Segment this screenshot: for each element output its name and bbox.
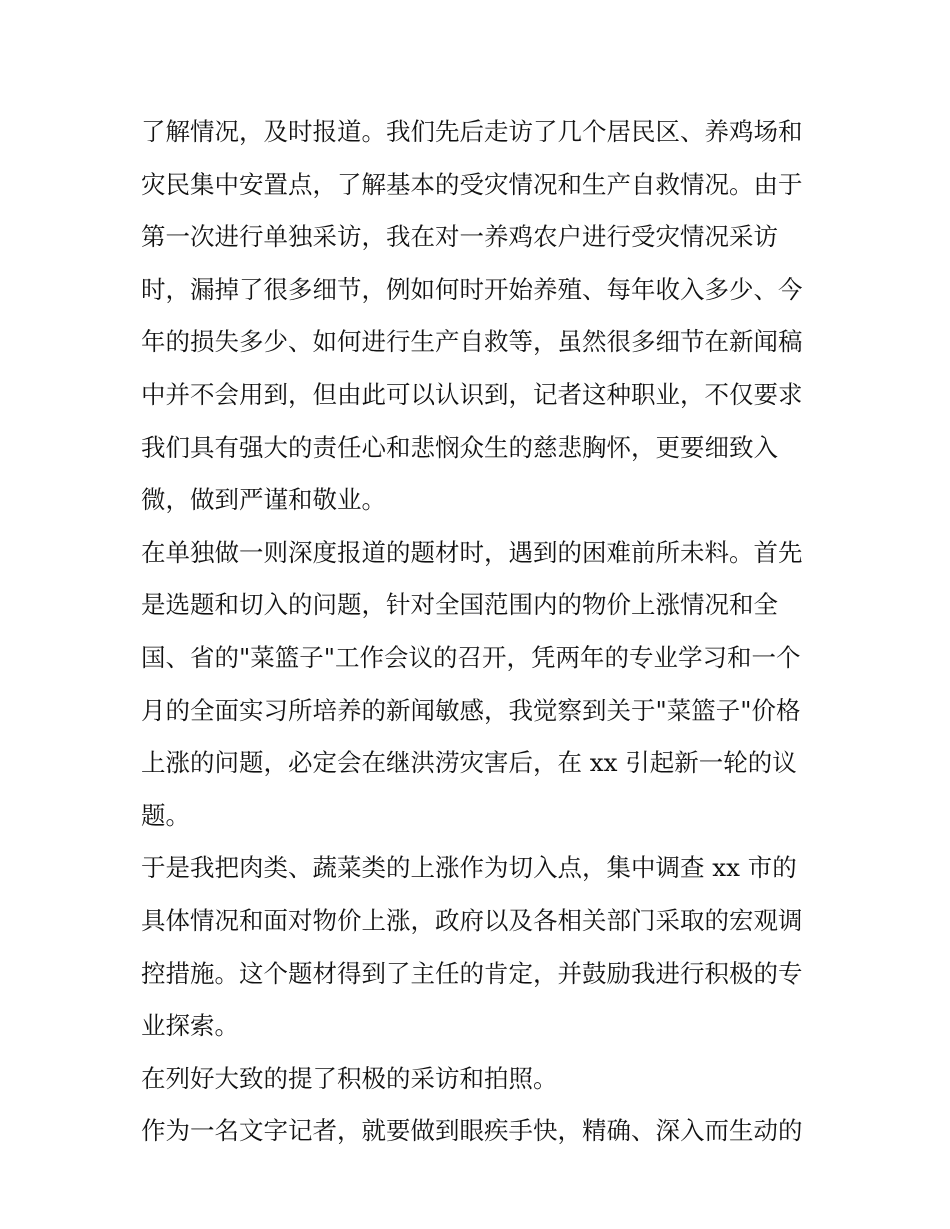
text-line: 年的损失多少、如何进行生产自救等，虽然很多细节在新闻稿 [141, 327, 803, 357]
text-line: 微，做到严谨和敬业。 [141, 485, 386, 515]
text-line: 控措施。这个题材得到了主任的肯定，并鼓励我进行积极的专 [141, 958, 803, 988]
text-line: 了解情况，及时报道。我们先后走访了几个居民区、养鸡场和 [141, 117, 803, 146]
text-line: 题。 [141, 800, 190, 830]
text-line: 月的全面实习所培养的新闻敏感，我觉察到关于"菜篮子"价格 [141, 695, 801, 725]
text-line: 于是我把肉类、蔬菜类的上涨作为切入点，集中调查 xx 市的 [141, 853, 797, 883]
text-line: 时，漏掉了很多细节，例如何时开始养殖、每年收入多少、今 [141, 274, 803, 304]
text-line: 业探索。 [141, 1011, 239, 1041]
text-line: 中并不会用到，但由此可以认识到，记者这种职业，不仅要求 [141, 379, 803, 409]
text-line: 是选题和切入的问题，针对全国范围内的物价上涨情况和全 [141, 590, 778, 620]
text-line: 作为一名文字记者，就要做到眼疾手快，精确、深入而生动的 [141, 1116, 803, 1146]
text-line: 在单独做一则深度报道的题材时，遇到的困难前所未料。首先 [141, 537, 803, 567]
text-line: 我们具有强大的责任心和悲悯众生的慈悲胸怀，更要细致入 [141, 432, 778, 462]
text-line: 国、省的"菜篮子"工作会议的召开，凭两年的专业学习和一个 [141, 642, 801, 672]
text-line: 上涨的问题，必定会在继洪涝灾害后，在 xx 引起新一轮的议 [141, 748, 797, 778]
text-line: 具体情况和面对物价上涨，政府以及各相关部门采取的宏观调 [141, 905, 803, 935]
body-text [141, 106, 821, 1158]
text-line: 在列好大致的提了积极的采访和拍照。 [141, 1063, 558, 1093]
text-line: 灾民集中安置点，了解基本的受灾情况和生产自救情况。由于 [141, 169, 803, 199]
text-line: 第一次进行单独采访，我在对一养鸡农户进行受灾情况采访 [141, 222, 778, 252]
